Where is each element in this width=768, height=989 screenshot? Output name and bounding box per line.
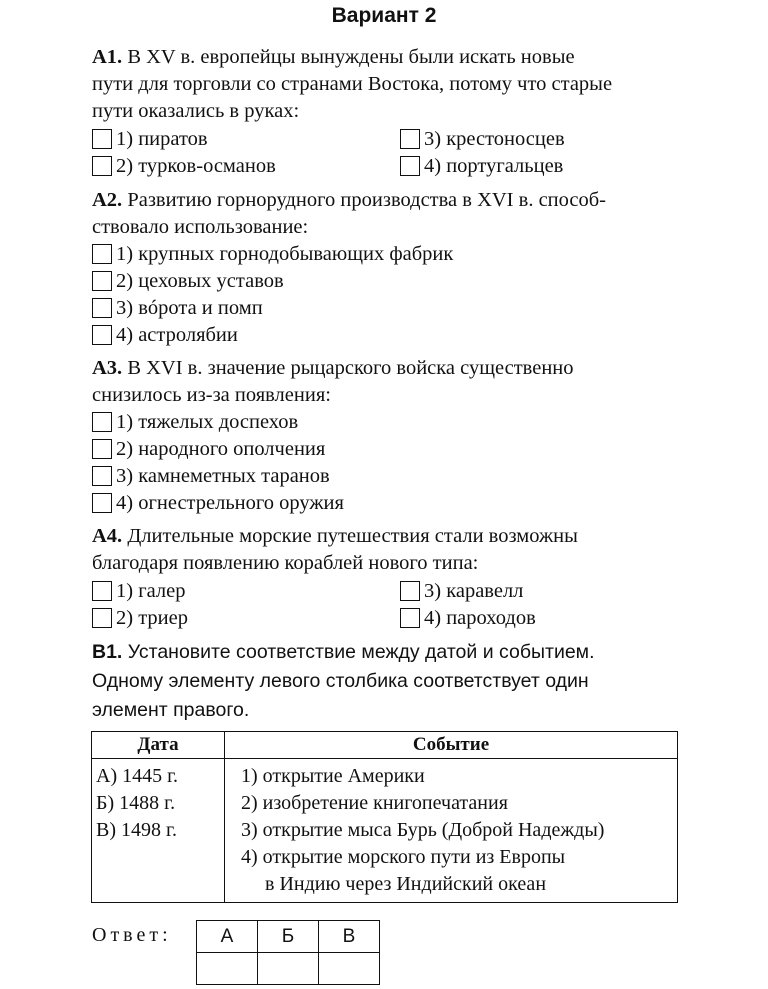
question-text-line: элемент правого.	[92, 699, 250, 721]
checkbox-icon[interactable]	[400, 608, 420, 628]
checkbox-icon[interactable]	[92, 466, 112, 486]
option-checkbox[interactable]	[92, 578, 185, 604]
option-label: 4) огнестрельного оружия	[116, 492, 344, 514]
option-checkbox[interactable]	[92, 153, 276, 179]
table-header-event: Событие	[225, 732, 678, 759]
question-text-line: Одному элементу левого столбика соответствует один	[92, 670, 589, 692]
option-label: 2) триер	[116, 607, 188, 629]
checkbox-icon[interactable]	[92, 608, 112, 628]
events-column	[225, 759, 678, 903]
checkbox-icon[interactable]	[92, 325, 112, 345]
answer-column-header: А	[197, 921, 258, 953]
option-checkbox[interactable]	[92, 295, 263, 321]
answer-column-header: Б	[258, 921, 319, 953]
option-label: 4) пароходов	[424, 607, 536, 629]
question-text-line: пути для торговли со странами Востока, потому что старые	[92, 73, 613, 95]
matching-table	[91, 731, 678, 903]
question-number: А1.	[92, 46, 123, 68]
date-item: А) 1445 г.	[96, 765, 179, 787]
option-label: 1) крупных горнодобывающих фабрик	[116, 243, 454, 265]
option-checkbox[interactable]	[92, 322, 238, 348]
option-checkbox[interactable]	[400, 605, 536, 631]
question-text-line: Длительные морские путешествия стали возможны	[127, 525, 578, 547]
question-text-line: пути оказались в руках:	[92, 100, 300, 122]
question-number: А4.	[92, 525, 123, 547]
option-checkbox[interactable]	[92, 126, 208, 152]
question-a3	[92, 355, 692, 409]
option-checkbox[interactable]	[400, 153, 563, 179]
option-checkbox[interactable]	[92, 241, 453, 267]
event-item: 3) открытие мыса Бурь (Доброй Надежды)	[241, 819, 605, 841]
option-label: 4) португальцев	[424, 155, 564, 177]
option-label: 1) тяжелых доспехов	[116, 411, 299, 433]
option-label: 2) цеховых уставов	[116, 270, 284, 292]
question-a1	[92, 44, 692, 125]
checkbox-icon[interactable]	[92, 129, 112, 149]
question-a2	[92, 187, 692, 241]
option-checkbox[interactable]	[92, 605, 188, 631]
option-label: 3) крестоносцев	[424, 128, 565, 150]
checkbox-icon[interactable]	[92, 156, 112, 176]
option-label: 1) галер	[116, 580, 186, 602]
answer-column-header: В	[319, 921, 380, 953]
question-a4	[92, 523, 692, 577]
option-checkbox[interactable]	[92, 436, 325, 462]
date-item: Б) 1488 г.	[96, 792, 176, 814]
event-item: 4) открытие морского пути из Европы	[241, 846, 566, 868]
answer-cell[interactable]	[258, 953, 319, 985]
option-checkbox[interactable]	[92, 409, 298, 435]
date-item: В) 1498 г.	[96, 819, 177, 841]
answer-label: Ответ:	[92, 924, 172, 946]
option-checkbox[interactable]	[400, 126, 565, 152]
option-label: 3) камнеметных таранов	[116, 465, 330, 487]
checkbox-icon[interactable]	[92, 581, 112, 601]
event-item: 2) изобретение книгопечатания	[241, 792, 508, 814]
option-label: 4) астролябии	[116, 324, 238, 346]
option-checkbox[interactable]	[400, 578, 523, 604]
option-checkbox[interactable]	[92, 490, 344, 516]
checkbox-icon[interactable]	[400, 581, 420, 601]
question-text-line: благодаря появлению кораблей нового типа:	[92, 552, 479, 574]
question-text-line: В XVI в. значение рыцарского войска существенно	[127, 357, 574, 379]
question-text-line: снизилось из-за появления:	[92, 384, 331, 406]
table-header-date: Дата	[92, 732, 225, 759]
option-label: 2) народного ополчения	[116, 438, 326, 460]
checkbox-icon[interactable]	[92, 439, 112, 459]
checkbox-icon[interactable]	[92, 271, 112, 291]
answer-cell[interactable]	[197, 953, 258, 985]
checkbox-icon[interactable]	[400, 129, 420, 149]
checkbox-icon[interactable]	[92, 298, 112, 318]
option-label: 2) турков-османов	[116, 155, 276, 177]
option-checkbox[interactable]	[92, 268, 284, 294]
dates-column	[92, 759, 225, 903]
checkbox-icon[interactable]	[92, 412, 112, 432]
option-label: 3) вóрота и помп	[116, 297, 263, 319]
question-number: В1.	[92, 641, 123, 663]
event-item: 1) открытие Америки	[241, 765, 425, 787]
question-text-line: Установите соответствие между датой и событием.	[127, 641, 595, 663]
question-text-line: Развитию горнорудного производства в XVI в. способ-	[127, 189, 606, 211]
question-b1	[92, 638, 692, 725]
question-number: А3.	[92, 357, 123, 379]
answer-cell[interactable]	[319, 953, 380, 985]
option-checkbox[interactable]	[92, 463, 330, 489]
question-text-line: В XV в. европейцы вынуждены были искать новые	[127, 46, 575, 68]
option-label: 3) каравелл	[424, 580, 524, 602]
question-number: А2.	[92, 189, 123, 211]
checkbox-icon[interactable]	[400, 156, 420, 176]
page-title: Вариант 2	[331, 4, 437, 27]
event-item-continuation: в Индию через Индийский океан	[265, 873, 547, 895]
answer-grid	[196, 920, 380, 985]
option-label: 1) пиратов	[116, 128, 208, 150]
checkbox-icon[interactable]	[92, 493, 112, 513]
question-text-line: ствовало использование:	[92, 216, 309, 238]
checkbox-icon[interactable]	[92, 244, 112, 264]
